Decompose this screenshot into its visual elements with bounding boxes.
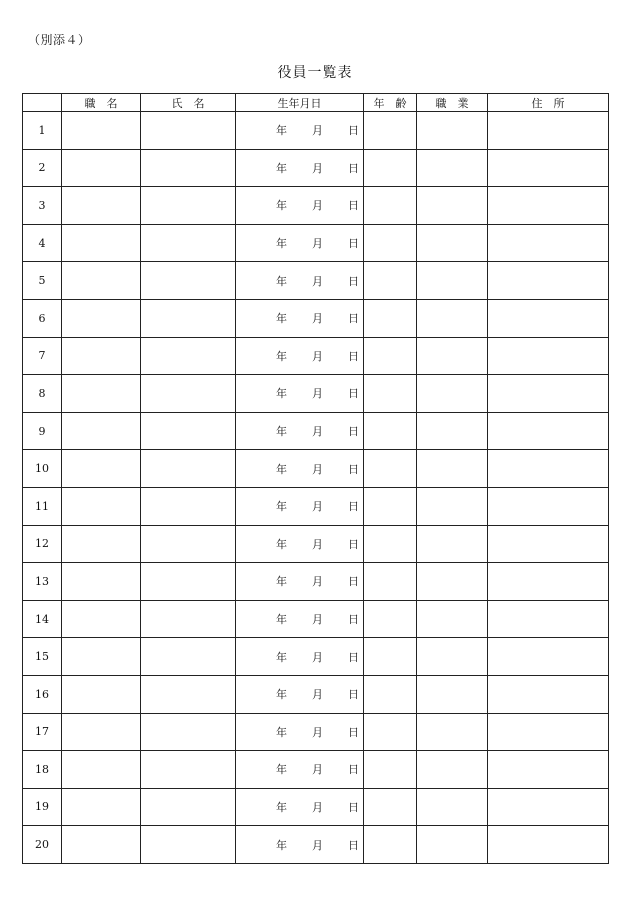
row-number: 6	[23, 299, 62, 337]
birth-year-label: 年	[276, 688, 287, 702]
age-cell[interactable]	[364, 337, 417, 375]
document-title: 役員一覧表	[277, 65, 353, 81]
header-address: 住 所	[488, 94, 609, 112]
birthdate-cell[interactable]	[236, 600, 364, 638]
position-cell[interactable]	[62, 412, 141, 450]
occupation-cell[interactable]	[417, 450, 488, 488]
table-row	[23, 826, 609, 864]
table-row	[23, 600, 609, 638]
birth-month-label: 月	[312, 650, 323, 664]
table-row	[23, 713, 609, 751]
table-row	[23, 375, 609, 413]
birthdate-cell[interactable]	[236, 375, 364, 413]
address-cell[interactable]	[488, 563, 609, 601]
birthdate-cell[interactable]	[236, 713, 364, 751]
birth-year-label: 年	[276, 161, 287, 175]
birth-year-label: 年	[276, 349, 287, 363]
address-cell[interactable]	[488, 600, 609, 638]
row-number: 4	[23, 224, 62, 262]
birthdate-cell[interactable]	[236, 638, 364, 676]
occupation-cell[interactable]	[417, 788, 488, 826]
occupation-cell[interactable]	[417, 337, 488, 375]
position-cell[interactable]	[62, 525, 141, 563]
table-row	[23, 187, 609, 225]
address-cell[interactable]	[488, 224, 609, 262]
row-number: 16	[23, 675, 62, 713]
address-cell[interactable]	[488, 149, 609, 187]
table-row	[23, 224, 609, 262]
birthdate-cell[interactable]	[236, 487, 364, 525]
name-cell[interactable]	[141, 187, 236, 225]
table-row	[23, 262, 609, 300]
birth-month-label: 月	[312, 274, 323, 288]
birth-day-label: 日	[348, 613, 359, 627]
birth-day-label: 日	[348, 500, 359, 514]
birth-day-label: 日	[348, 161, 359, 175]
name-cell[interactable]	[141, 487, 236, 525]
birth-month-label: 月	[312, 800, 323, 814]
row-number: 13	[23, 563, 62, 601]
birth-year-label: 年	[276, 725, 287, 739]
occupation-cell[interactable]	[417, 187, 488, 225]
birthdate-cell[interactable]	[236, 788, 364, 826]
birthdate-cell[interactable]	[236, 751, 364, 789]
table-row	[23, 337, 609, 375]
table-row	[23, 450, 609, 488]
name-cell[interactable]	[141, 525, 236, 563]
age-cell[interactable]	[364, 751, 417, 789]
occupation-cell[interactable]	[417, 487, 488, 525]
birthdate-cell[interactable]	[236, 112, 364, 150]
birth-month-label: 月	[312, 613, 323, 627]
birth-day-label: 日	[348, 312, 359, 326]
position-cell[interactable]	[62, 788, 141, 826]
position-cell[interactable]	[62, 600, 141, 638]
position-cell[interactable]	[62, 638, 141, 676]
birth-year-label: 年	[276, 462, 287, 476]
age-cell[interactable]	[364, 262, 417, 300]
age-cell[interactable]	[364, 299, 417, 337]
address-cell[interactable]	[488, 751, 609, 789]
name-cell[interactable]	[141, 375, 236, 413]
name-cell[interactable]	[141, 337, 236, 375]
age-cell[interactable]	[364, 149, 417, 187]
birthdate-cell[interactable]	[236, 525, 364, 563]
row-number: 12	[23, 525, 62, 563]
name-cell[interactable]	[141, 638, 236, 676]
row-number: 9	[23, 412, 62, 450]
position-cell[interactable]	[62, 751, 141, 789]
birth-year-label: 年	[276, 274, 287, 288]
birth-day-label: 日	[348, 650, 359, 664]
occupation-cell[interactable]	[417, 563, 488, 601]
address-cell[interactable]	[488, 487, 609, 525]
position-cell[interactable]	[62, 299, 141, 337]
birth-year-label: 年	[276, 312, 287, 326]
birth-month-label: 月	[312, 237, 323, 251]
position-cell[interactable]	[62, 563, 141, 601]
name-cell[interactable]	[141, 600, 236, 638]
row-number: 7	[23, 337, 62, 375]
position-cell[interactable]	[62, 487, 141, 525]
birthdate-cell[interactable]	[236, 299, 364, 337]
row-number: 20	[23, 826, 62, 864]
birth-month-label: 月	[312, 500, 323, 514]
annex-label: （別添４）	[28, 33, 91, 47]
birth-day-label: 日	[348, 725, 359, 739]
birth-year-label: 年	[276, 387, 287, 401]
position-cell[interactable]	[62, 713, 141, 751]
name-cell[interactable]	[141, 262, 236, 300]
address-cell[interactable]	[488, 713, 609, 751]
birth-month-label: 月	[312, 725, 323, 739]
age-cell[interactable]	[364, 826, 417, 864]
row-number: 19	[23, 788, 62, 826]
age-cell[interactable]	[364, 187, 417, 225]
birth-year-label: 年	[276, 199, 287, 213]
header-row	[23, 94, 609, 112]
birth-year-label: 年	[276, 537, 287, 551]
age-cell[interactable]	[364, 224, 417, 262]
name-cell[interactable]	[141, 675, 236, 713]
birth-year-label: 年	[276, 575, 287, 589]
table-row	[23, 112, 609, 150]
age-cell[interactable]	[364, 112, 417, 150]
name-cell[interactable]	[141, 149, 236, 187]
address-cell[interactable]	[488, 375, 609, 413]
header-age: 年 齢	[364, 94, 417, 112]
birthdate-cell[interactable]	[236, 412, 364, 450]
birth-month-label: 月	[312, 312, 323, 326]
occupation-cell[interactable]	[417, 375, 488, 413]
name-cell[interactable]	[141, 299, 236, 337]
table-body	[23, 112, 609, 864]
occupation-cell[interactable]	[417, 112, 488, 150]
row-number: 3	[23, 187, 62, 225]
occupation-cell[interactable]	[417, 600, 488, 638]
birth-day-label: 日	[348, 800, 359, 814]
name-cell[interactable]	[141, 450, 236, 488]
birth-month-label: 月	[312, 688, 323, 702]
age-cell[interactable]	[364, 638, 417, 676]
position-cell[interactable]	[62, 337, 141, 375]
table-row	[23, 149, 609, 187]
birth-year-label: 年	[276, 763, 287, 777]
birthdate-cell[interactable]	[236, 262, 364, 300]
table-row	[23, 675, 609, 713]
row-number: 15	[23, 638, 62, 676]
birth-month-label: 月	[312, 462, 323, 476]
header-number	[23, 94, 62, 112]
birth-year-label: 年	[276, 800, 287, 814]
occupation-cell[interactable]	[417, 638, 488, 676]
birth-day-label: 日	[348, 763, 359, 777]
birth-day-label: 日	[348, 688, 359, 702]
age-cell[interactable]	[364, 788, 417, 826]
address-cell[interactable]	[488, 412, 609, 450]
birth-year-label: 年	[276, 237, 287, 251]
name-cell[interactable]	[141, 224, 236, 262]
address-cell[interactable]	[488, 450, 609, 488]
birth-month-label: 月	[312, 349, 323, 363]
address-cell[interactable]	[488, 788, 609, 826]
birth-month-label: 月	[312, 161, 323, 175]
birth-day-label: 日	[348, 462, 359, 476]
table-row	[23, 412, 609, 450]
birthdate-cell[interactable]	[236, 149, 364, 187]
birth-month-label: 月	[312, 838, 323, 852]
row-number: 10	[23, 450, 62, 488]
address-cell[interactable]	[488, 675, 609, 713]
birthdate-cell[interactable]	[236, 187, 364, 225]
occupation-cell[interactable]	[417, 675, 488, 713]
birth-month-label: 月	[312, 575, 323, 589]
table-row	[23, 751, 609, 789]
position-cell[interactable]	[62, 187, 141, 225]
address-cell[interactable]	[488, 826, 609, 864]
birth-day-label: 日	[348, 838, 359, 852]
birth-day-label: 日	[348, 349, 359, 363]
occupation-cell[interactable]	[417, 299, 488, 337]
occupation-cell[interactable]	[417, 149, 488, 187]
position-cell[interactable]	[62, 262, 141, 300]
header-name: 氏 名	[141, 94, 236, 112]
row-number: 17	[23, 713, 62, 751]
name-cell[interactable]	[141, 563, 236, 601]
occupation-cell[interactable]	[417, 525, 488, 563]
position-cell[interactable]	[62, 224, 141, 262]
row-number: 18	[23, 751, 62, 789]
birth-year-label: 年	[276, 613, 287, 627]
position-cell[interactable]	[62, 675, 141, 713]
name-cell[interactable]	[141, 826, 236, 864]
birthdate-cell[interactable]	[236, 675, 364, 713]
address-cell[interactable]	[488, 187, 609, 225]
name-cell[interactable]	[141, 713, 236, 751]
position-cell[interactable]	[62, 450, 141, 488]
birth-day-label: 日	[348, 237, 359, 251]
header-birthdate: 生年月日	[236, 94, 364, 112]
address-cell[interactable]	[488, 638, 609, 676]
birthdate-cell[interactable]	[236, 337, 364, 375]
age-cell[interactable]	[364, 450, 417, 488]
birth-month-label: 月	[312, 763, 323, 777]
age-cell[interactable]	[364, 563, 417, 601]
officers-table	[22, 93, 609, 864]
birth-day-label: 日	[348, 124, 359, 138]
table-row	[23, 563, 609, 601]
row-number: 14	[23, 600, 62, 638]
table-row	[23, 638, 609, 676]
row-number: 1	[23, 112, 62, 150]
table-row	[23, 299, 609, 337]
birth-day-label: 日	[348, 575, 359, 589]
age-cell[interactable]	[364, 375, 417, 413]
occupation-cell[interactable]	[417, 224, 488, 262]
age-cell[interactable]	[364, 412, 417, 450]
occupation-cell[interactable]	[417, 262, 488, 300]
birth-year-label: 年	[276, 650, 287, 664]
age-cell[interactable]	[364, 525, 417, 563]
birth-month-label: 月	[312, 199, 323, 213]
birth-month-label: 月	[312, 425, 323, 439]
address-cell[interactable]	[488, 525, 609, 563]
birth-month-label: 月	[312, 124, 323, 138]
birthdate-cell[interactable]	[236, 224, 364, 262]
name-cell[interactable]	[141, 788, 236, 826]
birth-day-label: 日	[348, 199, 359, 213]
address-cell[interactable]	[488, 299, 609, 337]
occupation-cell[interactable]	[417, 713, 488, 751]
row-number: 8	[23, 375, 62, 413]
age-cell[interactable]	[364, 487, 417, 525]
birth-day-label: 日	[348, 425, 359, 439]
row-number: 5	[23, 262, 62, 300]
birth-year-label: 年	[276, 425, 287, 439]
birth-year-label: 年	[276, 838, 287, 852]
age-cell[interactable]	[364, 600, 417, 638]
header-occupation: 職 業	[417, 94, 488, 112]
birth-day-label: 日	[348, 387, 359, 401]
occupation-cell[interactable]	[417, 826, 488, 864]
table-row	[23, 788, 609, 826]
birth-day-label: 日	[348, 274, 359, 288]
table-row	[23, 487, 609, 525]
address-cell[interactable]	[488, 112, 609, 150]
table-row	[23, 525, 609, 563]
position-cell[interactable]	[62, 149, 141, 187]
birth-day-label: 日	[348, 537, 359, 551]
address-cell[interactable]	[488, 337, 609, 375]
birth-month-label: 月	[312, 537, 323, 551]
position-cell[interactable]	[62, 112, 141, 150]
name-cell[interactable]	[141, 412, 236, 450]
age-cell[interactable]	[364, 713, 417, 751]
birth-year-label: 年	[276, 124, 287, 138]
birth-month-label: 月	[312, 387, 323, 401]
birthdate-cell[interactable]	[236, 826, 364, 864]
age-cell[interactable]	[364, 675, 417, 713]
birth-year-label: 年	[276, 500, 287, 514]
birthdate-cell[interactable]	[236, 450, 364, 488]
birthdate-cell[interactable]	[236, 563, 364, 601]
name-cell[interactable]	[141, 751, 236, 789]
row-number: 2	[23, 149, 62, 187]
position-cell[interactable]	[62, 826, 141, 864]
occupation-cell[interactable]	[417, 751, 488, 789]
name-cell[interactable]	[141, 112, 236, 150]
address-cell[interactable]	[488, 262, 609, 300]
row-number: 11	[23, 487, 62, 525]
table-header	[23, 94, 609, 112]
position-cell[interactable]	[62, 375, 141, 413]
occupation-cell[interactable]	[417, 412, 488, 450]
header-position: 職 名	[62, 94, 141, 112]
